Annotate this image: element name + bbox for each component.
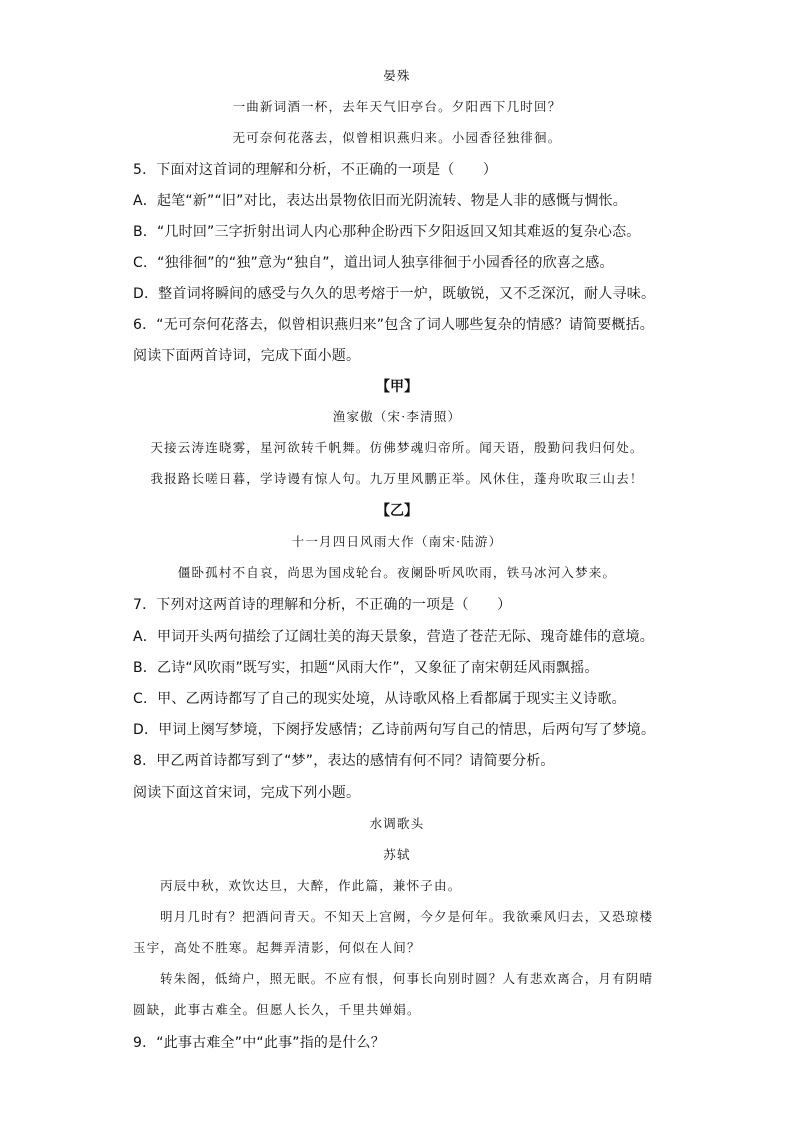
question-stem: 5．下面对这首词的理解和分析，不正确的一项是（ ） <box>133 162 498 178</box>
answer-option: A．甲词开头两句描绘了辽阔壮美的海天景象，营造了苍茫无际、瑰奇雄伟的意境。 <box>133 629 654 645</box>
answer-option: A．起笔“新”“旧”对比，表达出景物依旧而光阴流转、物是人非的感慨与惆怅。 <box>133 193 627 209</box>
answer-option: B．乙诗“风吹雨”既写实，扣题“风雨大作”，又象征了南宋朝廷风雨飘摇。 <box>133 660 599 676</box>
answer-option: D．甲词上阕写梦境，下阕抒发感情；乙诗前两句写自己的情思，后两句写了梦境。 <box>133 722 656 738</box>
poem-line: 天接云涛连晓雾，星河欲转千帆舞。仿佛梦魂归帝所。闻天语，殷勤问我归何处。 <box>150 440 644 455</box>
question-stem: 9．“此事古难全”中“此事”指的是什么？ <box>133 1035 385 1051</box>
poem-title: 水调歌头 <box>369 816 425 831</box>
reading-instruction: 阅读下面这首宋词，完成下列小题。 <box>133 785 361 801</box>
reading-instruction: 阅读下面两首诗词，完成下面小题。 <box>133 348 361 364</box>
poem-line: 无可奈何花落去，似曾相识燕归来。小园香径独徘徊。 <box>232 130 562 145</box>
poem-line: 一曲新词酒一杯，去年天气旧亭台。夕阳西下几时回？ <box>232 99 562 114</box>
poem-author: 苏轼 <box>383 847 411 862</box>
poem-line: 我报路长嗟日暮，学诗谩有惊人句。九万里风鹏正举。风休住，蓬舟吹取三山去！ <box>150 471 644 486</box>
poem-line: 圆缺，此事古难全。但愿人长久，千里共婵娟。 <box>133 1002 421 1017</box>
poem-line: 转朱阁，低绮户，照无眠。不应有恨，何事长向别时圆？人有悲欢离合，月有阴晴 <box>160 971 654 986</box>
poem-title: 渔家傲（宋·李清照） <box>332 409 462 424</box>
poem-line: 玉宇，高处不胜寒。起舞弄清影，何似在人间？ <box>133 940 421 955</box>
poem-title: 十一月四日风雨大作（南宋·陆游） <box>291 534 503 549</box>
section-label: 【乙】 <box>376 503 418 519</box>
question-stem: 8．甲乙两首诗都写到了“梦”，表达的感情有何不同？请简要分析。 <box>133 753 555 769</box>
answer-option: C．甲、乙两诗都写了自己的现实处境，从诗歌风格上看都属于现实主义诗歌。 <box>133 691 626 707</box>
answer-option: D．整首词将瞬间的感受与久久的思考熔于一炉，既敏锐，又不乏深沉，耐人寻味。 <box>133 286 656 302</box>
answer-option: C．“独徘徊”的“独”意为“独自”，道出词人独享徘徊于小园香径的欣喜之感。 <box>133 255 614 271</box>
poem-line: 明月几时有？把酒问青天。不知天上宫阙，今夕是何年。我欲乘风归去，又恐琼楼 <box>160 909 654 924</box>
poem-preface: 丙辰中秋，欢饮达旦，大醉，作此篇，兼怀子由。 <box>160 878 462 893</box>
answer-option: B．“几时回”三字折射出词人内心那种企盼西下夕阳返回又知其难返的复杂心态。 <box>133 224 641 240</box>
section-label: 【甲】 <box>376 379 418 395</box>
question-stem: 6．“无可奈何花落去，似曾相识燕归来”包含了词人哪些复杂的情感？请简要概括。 <box>133 317 655 333</box>
poem-line: 僵卧孤村不自哀，尚思为国戍轮台。夜阑卧听风吹雨，铁马冰河入梦来。 <box>177 565 617 580</box>
poem-author: 晏殊 <box>383 68 411 83</box>
question-stem: 7．下列对这两首诗的理解和分析，不正确的一项是（ ） <box>133 597 512 613</box>
